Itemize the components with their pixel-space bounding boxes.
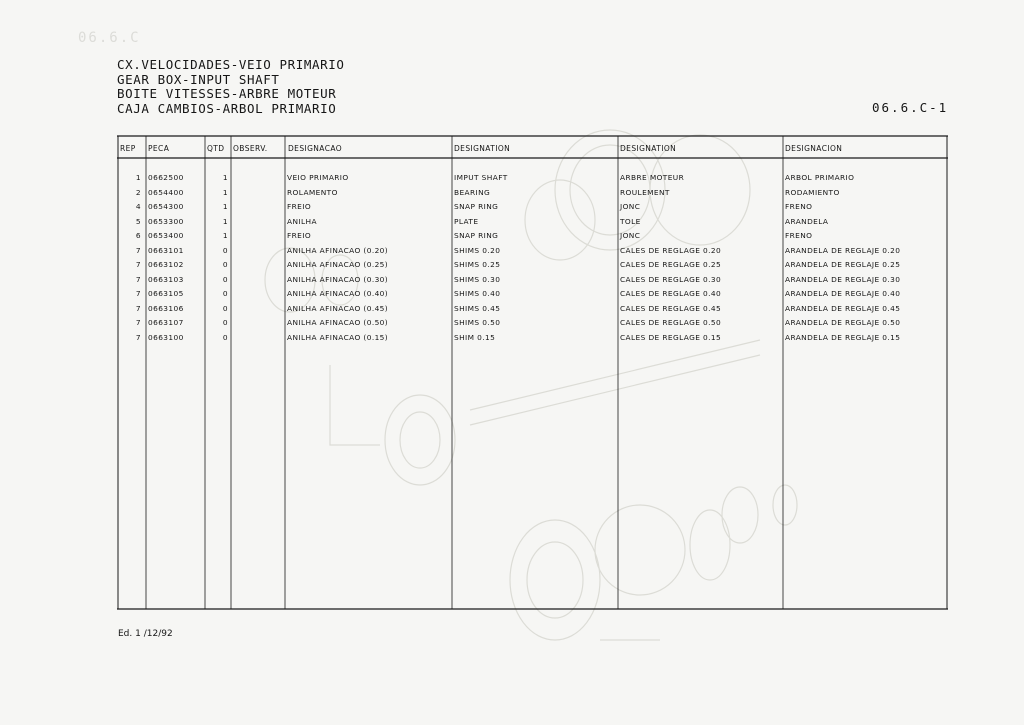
cell-peca: 0654300 <box>148 202 184 211</box>
cell-qtd: 0 <box>222 289 228 298</box>
cell-peca: 0663100 <box>148 332 184 342</box>
header-peca: PECA <box>148 144 170 153</box>
cell-rep: 7 <box>135 274 141 284</box>
cell-designacion: ARBOL PRIMARIO <box>785 173 855 182</box>
cell-qtd: 0 <box>222 245 228 255</box>
table-row <box>117 200 948 215</box>
cell-designacion: ARANDELA DE REGLAJE 0.20 <box>785 245 901 255</box>
cell-designation-fr: CALES DE REGLAGE 0.40 <box>620 289 722 298</box>
cell-designation-fr: JONC <box>620 231 641 240</box>
cell-designacion: ARANDELA DE REGLAJE 0.30 <box>785 274 901 284</box>
cell-designacao: ANILHA AFINACAO (0.45) <box>287 303 389 313</box>
cell-rep: 6 <box>135 231 141 240</box>
cell-designacion: ARANDELA <box>785 216 829 226</box>
cell-rep: 7 <box>135 289 141 298</box>
table-row <box>117 229 948 244</box>
cell-designation-fr: CALES DE REGLAGE 0.25 <box>620 260 722 269</box>
table-row <box>117 171 948 186</box>
cell-designation-en: SNAP RING <box>454 231 499 240</box>
table-row <box>117 316 948 331</box>
cell-peca: 0663101 <box>148 245 184 255</box>
page-code: 06.6.C-1 <box>872 100 949 115</box>
cell-qtd: 1 <box>222 231 228 240</box>
title-line-es: CAJA CAMBIOS-ARBOL PRIMARIO <box>117 100 337 116</box>
cell-designation-fr: CALES DE REGLAGE 0.45 <box>620 303 722 313</box>
cell-rep: 7 <box>135 245 141 255</box>
ghost-page-code: 06.6.C <box>78 30 141 46</box>
cell-designacion: ARANDELA DE REGLAJE 0.40 <box>785 289 901 298</box>
cell-peca: 0663106 <box>148 303 184 313</box>
title-line-pt: CX.VELOCIDADES-VEIO PRIMARIO <box>117 57 345 72</box>
cell-designation-fr: TOLE <box>620 216 641 226</box>
title-block <box>117 58 345 116</box>
cell-peca: 0653400 <box>148 231 184 240</box>
cell-qtd: 1 <box>222 187 228 197</box>
cell-designacion: FRENO <box>785 231 813 240</box>
cell-designation-en: PLATE <box>454 216 479 226</box>
cell-designation-fr: CALES DE REGLAGE 0.20 <box>620 245 722 255</box>
header-designacion: DESIGNACION <box>785 144 843 153</box>
cell-designation-en: SHIM 0.15 <box>454 332 496 342</box>
cell-designation-fr: ARBRE MOTEUR <box>620 173 685 182</box>
cell-designacion: RODAMIENTO <box>785 187 840 197</box>
cell-designation-en: SHIMS 0.25 <box>454 260 501 269</box>
cell-rep: 7 <box>135 260 141 269</box>
cell-designacao: ROLAMENTO <box>287 187 338 197</box>
cell-qtd: 0 <box>222 260 228 269</box>
cell-peca: 0653300 <box>148 216 184 226</box>
cell-designacao: FREIO <box>287 231 312 240</box>
cell-qtd: 0 <box>222 274 228 284</box>
table-row <box>117 244 948 259</box>
header-designacao: DESIGNACAO <box>288 144 343 153</box>
table-row <box>117 287 948 302</box>
cell-designacao: ANILHA <box>287 216 317 226</box>
header-qtd: QTD <box>207 144 225 153</box>
cell-peca: 0663102 <box>148 260 184 269</box>
title-line-en: GEAR BOX-INPUT SHAFT <box>117 71 280 87</box>
cell-designation-en: SHIMS 0.30 <box>454 274 501 284</box>
cell-peca: 0663107 <box>148 318 184 327</box>
cell-qtd: 1 <box>222 173 228 182</box>
cell-qtd: 1 <box>222 216 228 226</box>
table-row <box>117 258 948 273</box>
cell-designacion: ARANDELA DE REGLAJE 0.15 <box>785 332 901 342</box>
cell-designation-en: SHIMS 0.50 <box>454 318 501 327</box>
table-row <box>117 302 948 317</box>
cell-designacao: ANILHA AFINACAO (0.50) <box>287 318 389 327</box>
cell-designation-en: BEARING <box>454 187 491 197</box>
cell-designation-en: IMPUT SHAFT <box>454 173 508 182</box>
table-row <box>117 215 948 230</box>
cell-designation-fr: CALES DE REGLAGE 0.50 <box>620 318 722 327</box>
cell-qtd: 0 <box>222 318 228 327</box>
cell-designacion: FRENO <box>785 202 813 211</box>
cell-designacao: ANILHA AFINACAO (0.15) <box>287 332 389 342</box>
table-row <box>117 273 948 288</box>
cell-rep: 7 <box>135 332 141 342</box>
cell-designacion: ARANDELA DE REGLAJE 0.50 <box>785 318 901 327</box>
cell-designation-en: SNAP RING <box>454 202 499 211</box>
header-observ: OBSERV. <box>233 144 268 153</box>
cell-designation-en: SHIMS 0.45 <box>454 303 501 313</box>
cell-rep: 4 <box>135 202 141 211</box>
parts-table <box>117 135 948 611</box>
cell-rep: 1 <box>135 173 141 182</box>
cell-qtd: 0 <box>222 303 228 313</box>
cell-designacao: VEIO PRIMARIO <box>287 173 349 182</box>
cell-designacion: ARANDELA DE REGLAJE 0.25 <box>785 260 901 269</box>
cell-designation-fr: CALES DE REGLAGE 0.15 <box>620 332 722 342</box>
header-designation-fr: DESIGNATION <box>620 144 677 153</box>
cell-designacion: ARANDELA DE REGLAJE 0.45 <box>785 303 901 313</box>
cell-designacao: FREIO <box>287 202 312 211</box>
cell-peca: 0663105 <box>148 289 184 298</box>
cell-designacao: ANILHA AFINACAO (0.25) <box>287 260 389 269</box>
cell-qtd: 0 <box>222 332 228 342</box>
cell-qtd: 1 <box>222 202 228 211</box>
header-rep: REP <box>120 144 136 153</box>
cell-peca: 0662500 <box>148 173 184 182</box>
cell-designation-en: SHIMS 0.40 <box>454 289 501 298</box>
cell-designacao: ANILHA AFINACAO (0.30) <box>287 274 389 284</box>
cell-designation-fr: JONC <box>620 202 641 211</box>
cell-designation-en: SHIMS 0.20 <box>454 245 501 255</box>
cell-rep: 7 <box>135 318 141 327</box>
cell-rep: 5 <box>135 216 141 226</box>
cell-rep: 2 <box>135 187 141 197</box>
cell-designation-fr: ROULEMENT <box>620 187 670 197</box>
cell-rep: 7 <box>135 303 141 313</box>
table-row <box>117 331 948 346</box>
cell-peca: 0663103 <box>148 274 184 284</box>
header-designation-en: DESIGNATION <box>454 144 511 153</box>
title-line-fr: BOITE VITESSES-ARBRE MOTEUR <box>117 86 337 101</box>
edition-date: Ed. 1 /12/92 <box>118 629 173 639</box>
cell-designation-fr: CALES DE REGLAGE 0.30 <box>620 274 722 284</box>
cell-peca: 0654400 <box>148 187 184 197</box>
table-row <box>117 186 948 201</box>
cell-designacao: ANILHA AFINACAO (0.40) <box>287 289 389 298</box>
cell-designacao: ANILHA AFINACAO (0.20) <box>287 245 389 255</box>
